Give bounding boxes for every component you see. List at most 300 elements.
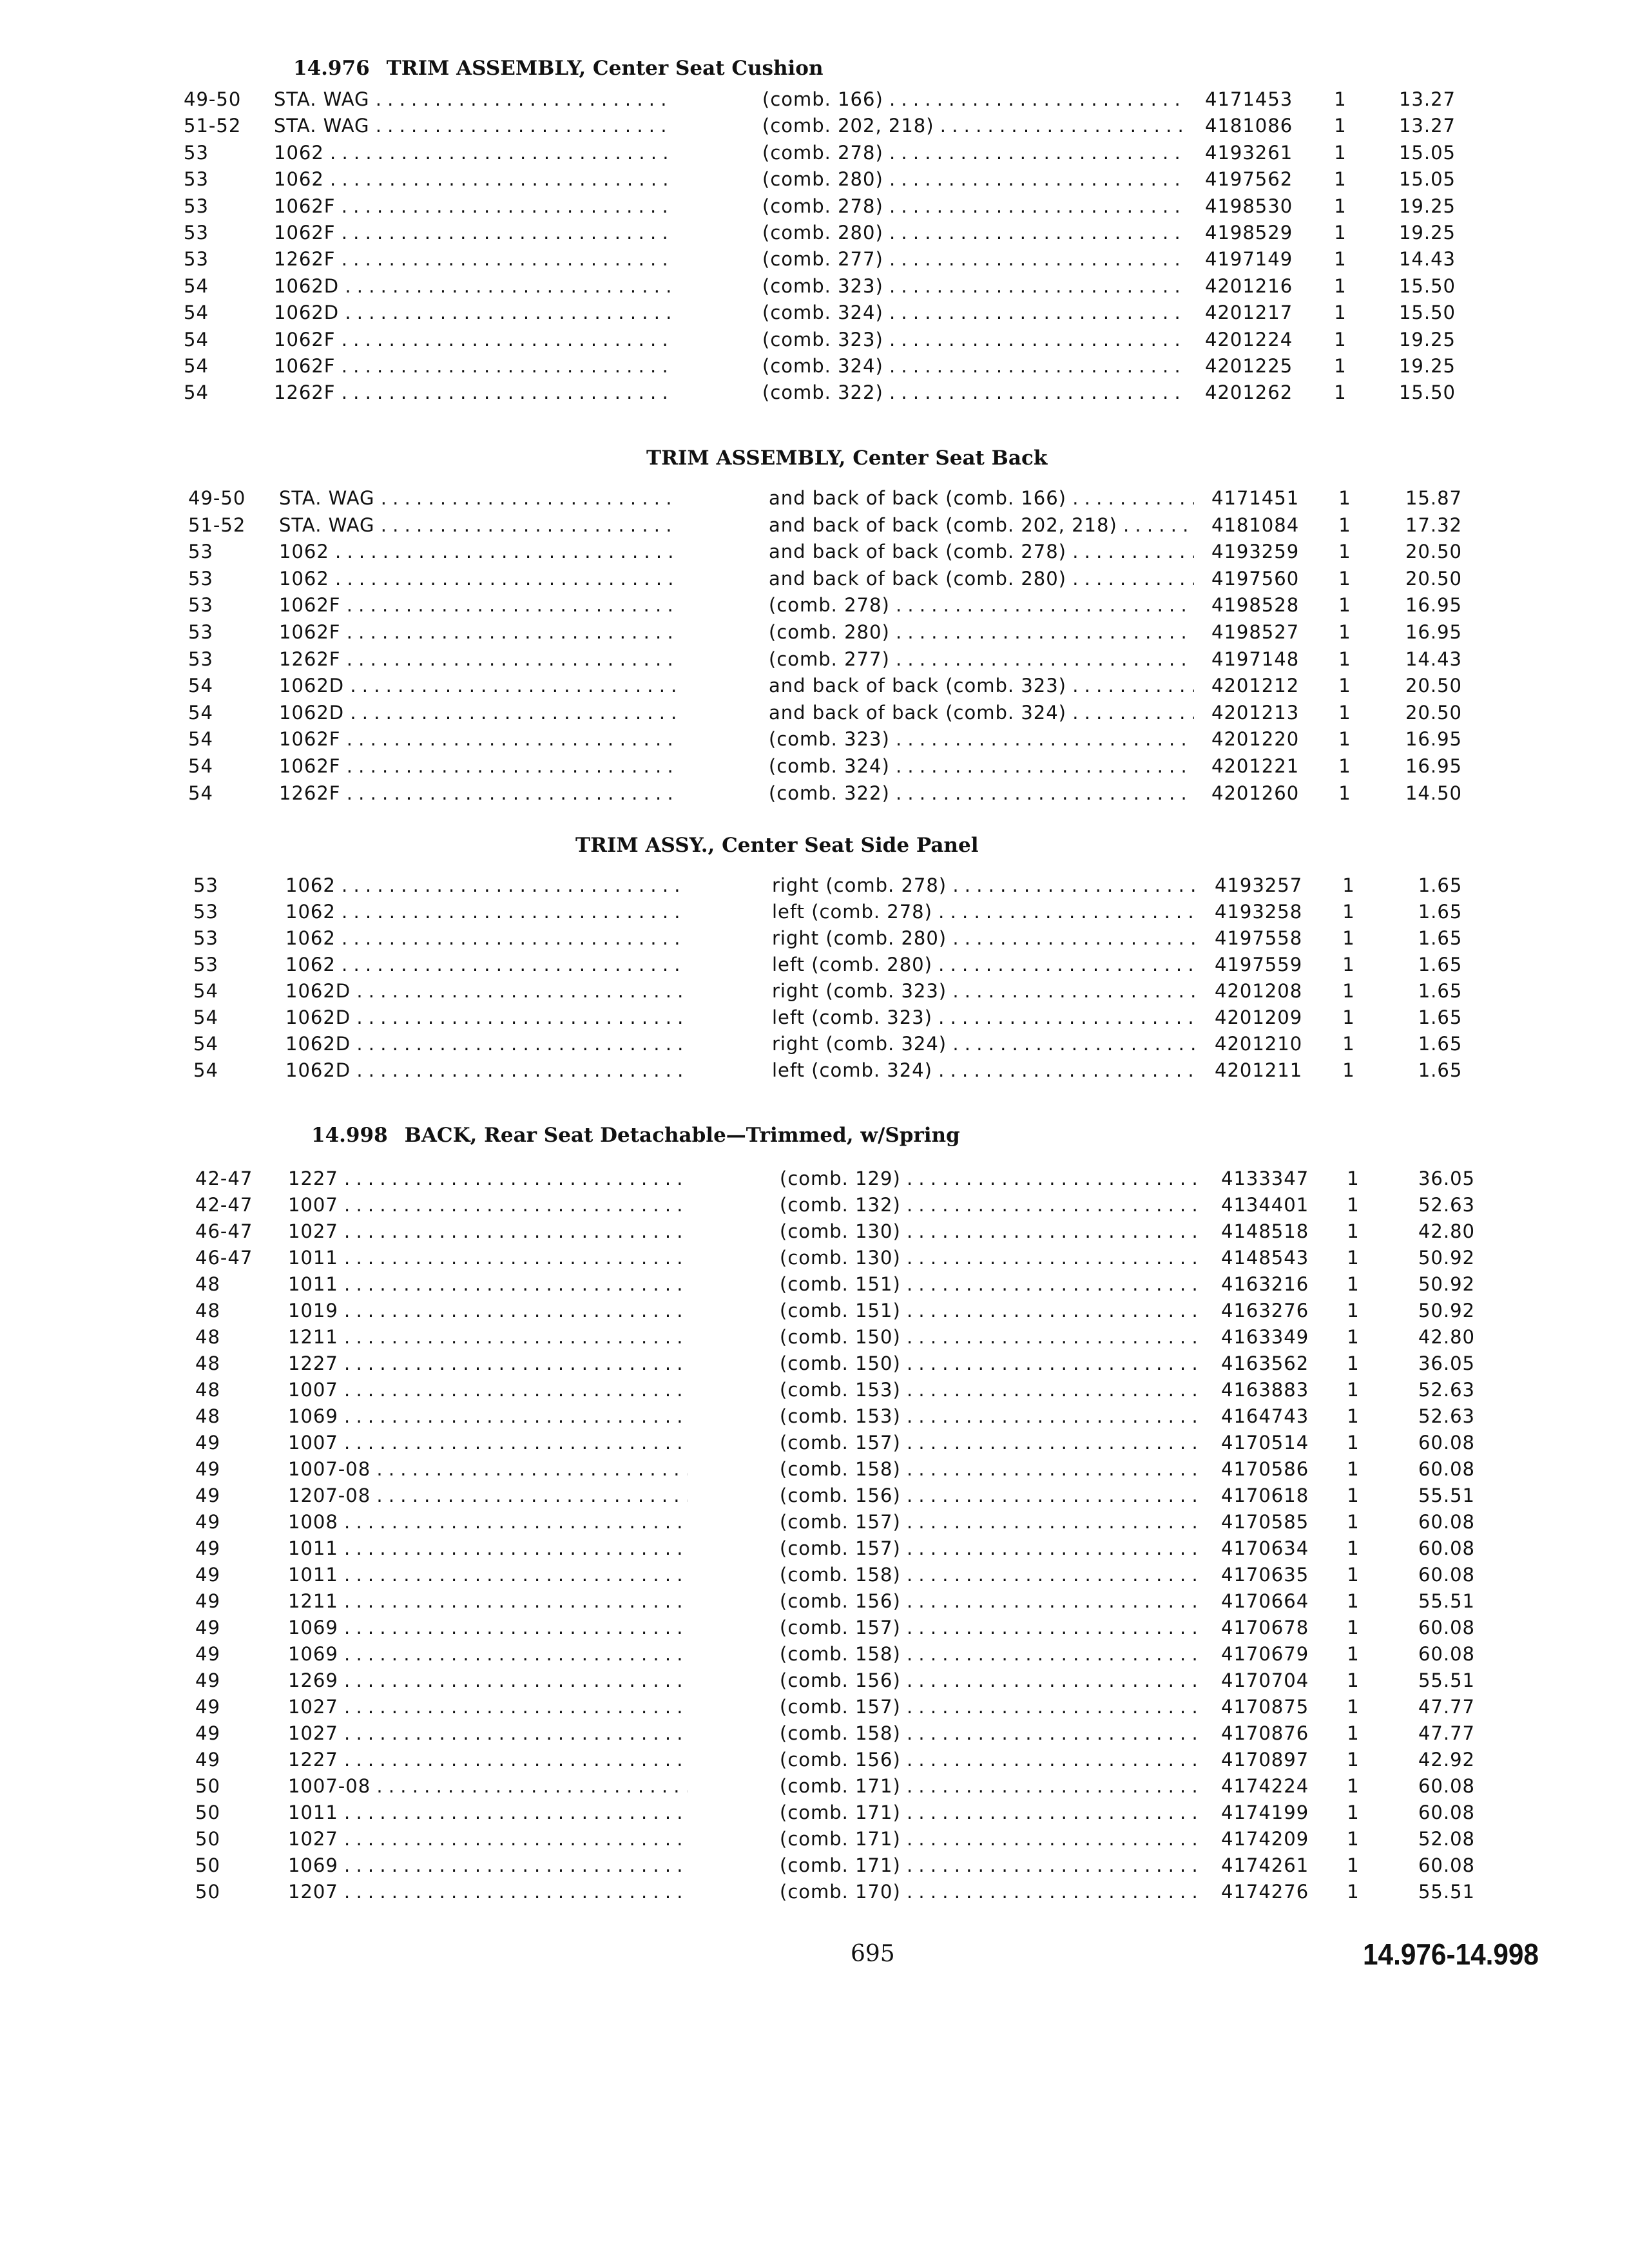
table-row [0, 1749, 1629, 1774]
year-cell: 49 [195, 1458, 220, 1480]
description-cell: and back of back (comb. 166) . . . [769, 487, 1194, 509]
part-number-cell: 4174209 [1221, 1828, 1309, 1850]
part-number-cell: 4201210 [1215, 1033, 1303, 1055]
model-cell: 1008 . . . [288, 1511, 688, 1533]
description-cell: (comb. 129) . . . [780, 1168, 1205, 1189]
description-cell: (comb. 202, 218) . . . [762, 115, 1188, 137]
table-row [0, 1511, 1629, 1537]
quantity-cell: 1 [1347, 1168, 1360, 1189]
description-cell: right (comb. 280) . . . [772, 927, 1197, 949]
section-title: TRIM ASSY., Center Seat Side Panel [575, 834, 979, 857]
year-cell: 53 [188, 648, 213, 670]
year-cell: 49 [195, 1722, 220, 1744]
description-cell: (comb. 156) . . . [780, 1590, 1205, 1612]
price-cell: 15.87 [1405, 487, 1463, 509]
table-row [0, 1059, 1629, 1085]
description-cell: left (comb. 280) . . . [772, 954, 1197, 975]
price-cell: 1.65 [1418, 874, 1463, 896]
model-cell: 1062D . . . [274, 302, 673, 323]
part-number-cell: 4170586 [1221, 1458, 1309, 1480]
description-cell: (comb. 171) . . . [780, 1802, 1205, 1823]
table-row [0, 1006, 1629, 1032]
price-cell: 19.25 [1398, 328, 1456, 351]
part-number-cell: 4163216 [1221, 1273, 1309, 1295]
price-cell: 19.25 [1398, 195, 1456, 217]
section-heading [646, 447, 1047, 470]
quantity-cell: 1 [1334, 302, 1347, 324]
quantity-cell: 1 [1347, 1722, 1360, 1744]
description-cell: (comb. 171) . . . [780, 1828, 1205, 1850]
part-number-cell: 4193257 [1215, 874, 1303, 896]
table-row [0, 487, 1629, 513]
quantity-cell: 1 [1342, 874, 1355, 896]
quantity-cell: 1 [1334, 168, 1347, 191]
model-cell: 1262F . . . [279, 648, 679, 670]
part-number-cell: 4170514 [1221, 1432, 1309, 1454]
year-cell: 53 [184, 168, 209, 191]
year-cell: 49 [195, 1511, 220, 1533]
table-row [0, 1247, 1629, 1273]
year-cell: 54 [188, 701, 213, 724]
quantity-cell: 1 [1334, 274, 1347, 297]
quantity-cell: 1 [1347, 1749, 1360, 1771]
year-cell: 53 [188, 594, 213, 617]
description-cell: (comb. 158) . . . [780, 1643, 1205, 1665]
table-row [0, 1194, 1629, 1220]
price-cell: 52.63 [1418, 1194, 1476, 1216]
price-cell: 15.50 [1398, 274, 1456, 297]
price-cell: 47.77 [1418, 1696, 1476, 1718]
description-cell: (comb. 151) . . . [780, 1300, 1205, 1321]
part-number-cell: 4163349 [1221, 1326, 1309, 1348]
price-cell: 20.50 [1405, 675, 1463, 697]
table-row [0, 1537, 1629, 1563]
part-number-cell: 4133347 [1221, 1168, 1309, 1189]
section-title: TRIM ASSEMBLY, Center Seat Cushion [386, 57, 824, 80]
table-row [0, 1352, 1629, 1378]
description-cell: (comb. 322) . . . [762, 381, 1188, 403]
model-cell: 1062F . . . [279, 621, 679, 643]
price-cell: 60.08 [1418, 1564, 1476, 1586]
part-number-cell: 4174276 [1221, 1881, 1309, 1903]
part-number-cell: 4201217 [1205, 302, 1293, 324]
price-cell: 15.05 [1398, 168, 1456, 191]
model-cell: 1062F . . . [274, 329, 673, 351]
description-cell: (comb. 323) . . . [769, 728, 1194, 750]
quantity-cell: 1 [1338, 567, 1351, 590]
price-cell: 55.51 [1418, 1590, 1476, 1612]
quantity-cell: 1 [1334, 328, 1347, 351]
part-number-cell: 4201262 [1205, 381, 1293, 404]
part-number-cell: 4148543 [1221, 1247, 1309, 1269]
year-cell: 53 [193, 954, 218, 975]
model-cell: 1011 . . . [288, 1802, 688, 1823]
description-cell: (comb. 150) . . . [780, 1326, 1205, 1348]
part-number-cell: 4197559 [1215, 954, 1303, 975]
quantity-cell: 1 [1347, 1194, 1360, 1216]
price-cell: 14.43 [1398, 248, 1456, 271]
description-cell: (comb. 280) . . . [769, 621, 1194, 643]
table-row [0, 874, 1629, 900]
description-cell: and back of back (comb. 324) . . . [769, 702, 1194, 724]
quantity-cell: 1 [1338, 701, 1351, 724]
quantity-cell: 1 [1342, 954, 1355, 975]
model-cell: 1027 . . . [288, 1220, 688, 1242]
section-title: BACK, Rear Seat Detachable—Trimmed, w/Spring [404, 1124, 960, 1147]
part-number-cell: 4181084 [1211, 514, 1300, 536]
table-row [0, 782, 1629, 808]
year-cell: 42-47 [195, 1194, 253, 1216]
price-cell: 60.08 [1418, 1643, 1476, 1665]
section-heading [575, 834, 978, 857]
price-cell: 1.65 [1418, 1006, 1463, 1028]
model-cell: 1062D . . . [279, 675, 679, 697]
year-cell: 48 [195, 1379, 220, 1401]
table-row [0, 927, 1629, 953]
part-number-cell: 4163562 [1221, 1352, 1309, 1374]
description-cell: (comb. 157) . . . [780, 1696, 1205, 1718]
table-row [0, 168, 1629, 194]
year-cell: 48 [195, 1273, 220, 1295]
table-row [0, 1590, 1629, 1616]
part-number-cell: 4163276 [1221, 1300, 1309, 1321]
description-cell: (comb. 323) . . . [762, 329, 1188, 351]
year-cell: 54 [184, 328, 209, 351]
model-cell: 1062D . . . [285, 1033, 685, 1055]
table-row [0, 541, 1629, 566]
price-cell: 1.65 [1418, 1059, 1463, 1081]
year-cell: 54 [193, 1059, 218, 1081]
model-cell: STA. WAG . . . [279, 487, 679, 509]
description-cell: right (comb. 323) . . . [772, 980, 1197, 1002]
table-row [0, 115, 1629, 140]
section-range: 14.976-14.998 [1363, 1937, 1539, 1971]
section-title: TRIM ASSEMBLY, Center Seat Back [646, 447, 1048, 470]
model-cell: 1227 . . . [288, 1749, 688, 1771]
year-cell: 54 [188, 782, 213, 804]
year-cell: 54 [184, 274, 209, 297]
table-row [0, 1722, 1629, 1748]
quantity-cell: 1 [1334, 222, 1347, 244]
description-cell: (comb. 277) . . . [769, 648, 1194, 670]
quantity-cell: 1 [1334, 195, 1347, 217]
price-cell: 14.43 [1405, 648, 1463, 670]
description-cell: (comb. 156) . . . [780, 1749, 1205, 1771]
part-number-cell: 4201260 [1211, 782, 1300, 804]
quantity-cell: 1 [1347, 1802, 1360, 1823]
quantity-cell: 1 [1347, 1300, 1360, 1321]
quantity-cell: 1 [1334, 141, 1347, 164]
price-cell: 60.08 [1418, 1458, 1476, 1480]
model-cell: 1062D . . . [279, 702, 679, 724]
year-cell: 46-47 [195, 1220, 253, 1242]
year-cell: 50 [195, 1802, 220, 1823]
model-cell: 1062F . . . [274, 222, 673, 244]
year-cell: 49 [195, 1432, 220, 1454]
year-cell: 51-52 [188, 514, 246, 536]
part-number-cell: 4201216 [1205, 274, 1293, 297]
quantity-cell: 1 [1338, 755, 1351, 777]
part-number-cell: 4181086 [1205, 115, 1293, 137]
part-number-cell: 4170875 [1221, 1696, 1309, 1718]
model-cell: 1211 . . . [288, 1326, 688, 1348]
price-cell: 36.05 [1418, 1352, 1476, 1374]
quantity-cell: 1 [1338, 728, 1351, 751]
table-row [0, 1432, 1629, 1457]
description-cell: (comb. 157) . . . [780, 1432, 1205, 1454]
part-number-cell: 4201225 [1205, 355, 1293, 377]
year-cell: 42-47 [195, 1168, 253, 1189]
quantity-cell: 1 [1338, 487, 1351, 509]
year-cell: 53 [193, 901, 218, 923]
description-cell: and back of back (comb. 280) . . . [769, 568, 1194, 590]
table-row [0, 514, 1629, 540]
part-number-cell: 4148518 [1221, 1220, 1309, 1242]
model-cell: 1069 . . . [288, 1617, 688, 1639]
part-number-cell: 4170678 [1221, 1617, 1309, 1639]
table-row [0, 1168, 1629, 1193]
description-cell: (comb. 157) . . . [780, 1537, 1205, 1559]
price-cell: 1.65 [1418, 927, 1463, 949]
table-row [0, 248, 1629, 274]
year-cell: 53 [184, 248, 209, 271]
model-cell: 1062 . . . [279, 541, 679, 562]
part-number-cell: 4197562 [1205, 168, 1293, 191]
price-cell: 16.95 [1405, 728, 1463, 751]
year-cell: 49 [195, 1617, 220, 1639]
description-cell: (comb. 130) . . . [780, 1220, 1205, 1242]
model-cell: 1262F . . . [274, 381, 673, 403]
year-cell: 54 [184, 355, 209, 377]
part-number-cell: 4197560 [1211, 567, 1300, 590]
year-cell: 54 [193, 1006, 218, 1028]
quantity-cell: 1 [1334, 381, 1347, 404]
price-cell: 60.08 [1418, 1511, 1476, 1533]
model-cell: 1211 . . . [288, 1590, 688, 1612]
price-cell: 55.51 [1418, 1881, 1476, 1903]
year-cell: 50 [195, 1775, 220, 1797]
part-number-cell: 4201211 [1215, 1059, 1303, 1081]
price-cell: 42.92 [1418, 1749, 1476, 1771]
description-cell: (comb. 170) . . . [780, 1881, 1205, 1903]
description-cell: and back of back (comb. 278) . . . [769, 541, 1194, 562]
quantity-cell: 1 [1347, 1220, 1360, 1242]
price-cell: 16.95 [1405, 621, 1463, 643]
quantity-cell: 1 [1347, 1775, 1360, 1797]
table-row [0, 329, 1629, 354]
part-number-cell: 4164743 [1221, 1405, 1309, 1427]
model-cell: STA. WAG . . . [279, 514, 679, 536]
table-row [0, 302, 1629, 327]
quantity-cell: 1 [1347, 1537, 1360, 1559]
table-row [0, 1643, 1629, 1669]
model-cell: 1069 . . . [288, 1643, 688, 1665]
table-row [0, 1220, 1629, 1246]
quantity-cell: 1 [1347, 1432, 1360, 1454]
description-cell: (comb. 130) . . . [780, 1247, 1205, 1269]
description-cell: (comb. 324) . . . [762, 355, 1188, 377]
part-number-cell: 4201212 [1211, 675, 1300, 697]
year-cell: 53 [184, 141, 209, 164]
price-cell: 17.32 [1405, 514, 1463, 536]
description-cell: (comb. 277) . . . [762, 248, 1188, 270]
description-cell: (comb. 278) . . . [769, 594, 1194, 616]
quantity-cell: 1 [1338, 675, 1351, 697]
model-cell: 1062 . . . [274, 168, 673, 190]
price-cell: 15.50 [1398, 381, 1456, 404]
price-cell: 52.63 [1418, 1379, 1476, 1401]
quantity-cell: 1 [1342, 1006, 1355, 1028]
model-cell: 1062F . . . [274, 355, 673, 377]
year-cell: 54 [184, 381, 209, 404]
price-cell: 16.95 [1405, 755, 1463, 777]
description-cell: (comb. 153) . . . [780, 1379, 1205, 1401]
quantity-cell: 1 [1347, 1326, 1360, 1348]
part-number-cell: 4201220 [1211, 728, 1300, 751]
part-number-cell: 4171453 [1205, 88, 1293, 110]
section-number: 14.976 [293, 57, 370, 80]
model-cell: 1262F . . . [279, 782, 679, 804]
model-cell: 1011 . . . [288, 1247, 688, 1269]
year-cell: 54 [188, 755, 213, 777]
quantity-cell: 1 [1334, 88, 1347, 110]
model-cell: 1027 . . . [288, 1828, 688, 1850]
table-row [0, 1881, 1629, 1907]
part-number-cell: 4198529 [1205, 222, 1293, 244]
table-row [0, 728, 1629, 754]
part-number-cell: 4174261 [1221, 1854, 1309, 1876]
model-cell: 1062 . . . [285, 874, 685, 896]
part-number-cell: 4134401 [1221, 1194, 1309, 1216]
part-number-cell: 4170897 [1221, 1749, 1309, 1771]
table-row [0, 142, 1629, 168]
price-cell: 1.65 [1418, 980, 1463, 1002]
quantity-cell: 1 [1347, 1590, 1360, 1612]
price-cell: 19.25 [1398, 222, 1456, 244]
year-cell: 49 [195, 1537, 220, 1559]
table-row [0, 1617, 1629, 1642]
model-cell: 1069 . . . [288, 1854, 688, 1876]
description-cell: (comb. 156) . . . [780, 1669, 1205, 1691]
price-cell: 60.08 [1418, 1537, 1476, 1559]
price-cell: 47.77 [1418, 1722, 1476, 1744]
description-cell: (comb. 171) . . . [780, 1854, 1205, 1876]
model-cell: 1207 . . . [288, 1881, 688, 1903]
price-cell: 55.51 [1418, 1485, 1476, 1506]
part-number-cell: 4171451 [1211, 487, 1300, 509]
part-number-cell: 4193258 [1215, 901, 1303, 923]
year-cell: 54 [188, 728, 213, 751]
quantity-cell: 1 [1347, 1511, 1360, 1533]
price-cell: 13.27 [1398, 88, 1456, 110]
table-row [0, 88, 1629, 114]
table-row [0, 954, 1629, 979]
year-cell: 53 [184, 195, 209, 217]
model-cell: 1007 . . . [288, 1432, 688, 1454]
description-cell: (comb. 280) . . . [762, 222, 1188, 244]
description-cell: (comb. 151) . . . [780, 1273, 1205, 1295]
table-row [0, 1669, 1629, 1695]
table-row [0, 702, 1629, 727]
quantity-cell: 1 [1338, 594, 1351, 617]
model-cell: 1062 . . . [285, 901, 685, 923]
table-row [0, 1379, 1629, 1405]
year-cell: 49-50 [184, 88, 242, 110]
model-cell: 1227 . . . [288, 1168, 688, 1189]
table-row [0, 755, 1629, 781]
model-cell: 1207-08 . . . [288, 1485, 688, 1506]
description-cell: (comb. 157) . . . [780, 1617, 1205, 1639]
year-cell: 53 [193, 874, 218, 896]
price-cell: 52.63 [1418, 1405, 1476, 1427]
year-cell: 49 [195, 1696, 220, 1718]
section-number: 14.998 [311, 1124, 388, 1147]
part-number-cell: 4193259 [1211, 541, 1300, 563]
description-cell: (comb. 324) . . . [769, 755, 1194, 777]
model-cell: 1007-08 . . . [288, 1775, 688, 1797]
part-number-cell: 4201221 [1211, 755, 1300, 777]
model-cell: STA. WAG . . . [274, 115, 673, 137]
price-cell: 55.51 [1418, 1669, 1476, 1691]
quantity-cell: 1 [1347, 1669, 1360, 1691]
quantity-cell: 1 [1342, 980, 1355, 1002]
description-cell: (comb. 278) . . . [762, 195, 1188, 217]
quantity-cell: 1 [1347, 1458, 1360, 1480]
part-number-cell: 4170664 [1221, 1590, 1309, 1612]
year-cell: 48 [195, 1300, 220, 1321]
part-number-cell: 4201213 [1211, 701, 1300, 724]
price-cell: 20.50 [1405, 701, 1463, 724]
table-row [0, 222, 1629, 247]
description-cell: (comb. 323) . . . [762, 275, 1188, 297]
section-heading [293, 57, 824, 80]
section-heading [311, 1124, 960, 1147]
quantity-cell: 1 [1342, 1033, 1355, 1055]
table-row [0, 675, 1629, 700]
model-cell: 1062 . . . [285, 927, 685, 949]
year-cell: 49-50 [188, 487, 246, 509]
price-cell: 60.08 [1418, 1775, 1476, 1797]
quantity-cell: 1 [1338, 621, 1351, 643]
quantity-cell: 1 [1338, 541, 1351, 563]
model-cell: 1227 . . . [288, 1352, 688, 1374]
part-number-cell: 4198528 [1211, 594, 1300, 617]
year-cell: 49 [195, 1669, 220, 1691]
part-number-cell: 4197558 [1215, 927, 1303, 949]
price-cell: 13.27 [1398, 115, 1456, 137]
description-cell: (comb. 132) . . . [780, 1194, 1205, 1216]
description-cell: (comb. 156) . . . [780, 1485, 1205, 1506]
description-cell: (comb. 157) . . . [780, 1511, 1205, 1533]
year-cell: 53 [193, 927, 218, 949]
description-cell: (comb. 158) . . . [780, 1564, 1205, 1586]
model-cell: 1062 . . . [279, 568, 679, 590]
model-cell: 1011 . . . [288, 1537, 688, 1559]
price-cell: 50.92 [1418, 1300, 1476, 1321]
description-cell: and back of back (comb. 323) . . . [769, 675, 1194, 697]
quantity-cell: 1 [1347, 1643, 1360, 1665]
table-row [0, 1696, 1629, 1722]
price-cell: 60.08 [1418, 1432, 1476, 1454]
price-cell: 1.65 [1418, 1033, 1463, 1055]
year-cell: 48 [195, 1405, 220, 1427]
model-cell: 1027 . . . [288, 1722, 688, 1744]
year-cell: 49 [195, 1749, 220, 1771]
table-row [0, 381, 1629, 407]
year-cell: 53 [188, 621, 213, 643]
table-row [0, 621, 1629, 647]
price-cell: 60.08 [1418, 1802, 1476, 1823]
